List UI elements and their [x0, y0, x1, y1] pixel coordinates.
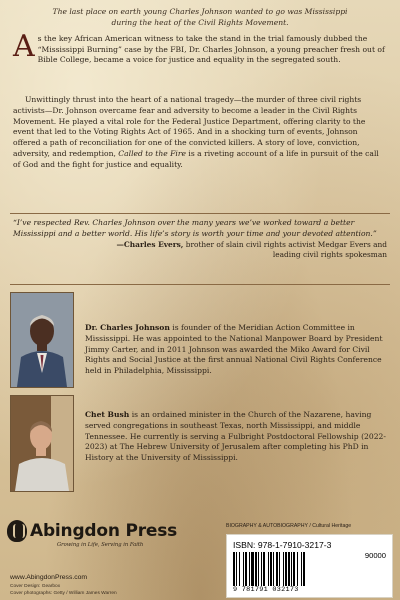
tagline: The last place on earth young Charles Johnson wanted to go was Mississippi during the heat of the Civil Rights Movement.	[52, 7, 348, 27]
publisher-name: Abingdon Press	[30, 521, 178, 541]
divider-bottom	[10, 284, 390, 285]
barcode-bar	[293, 552, 295, 586]
barcode-bar	[297, 552, 298, 586]
barcode-bar	[268, 552, 269, 586]
barcode-bar	[279, 552, 280, 586]
barcode-bar	[245, 552, 247, 586]
intro-paragraph	[13, 29, 387, 66]
barcode-bar	[239, 552, 240, 586]
isbn-digits: 9 781791 032173	[233, 586, 299, 594]
author-bio-chet-bush	[85, 410, 387, 464]
summary-paragraph	[13, 95, 387, 171]
barcode-bar	[243, 552, 244, 586]
barcode-bar	[283, 552, 284, 586]
cover-design-credit: Cover Design: Gearbox	[10, 584, 61, 589]
barcode-bar	[236, 552, 237, 586]
barcode-bar	[303, 552, 305, 586]
barcode-bar	[261, 552, 262, 586]
cover-photo-credit: Cover photographs: Getty / William James Warren	[10, 591, 117, 596]
barcode-bar	[288, 552, 290, 586]
publisher-website: www.AbingdonPress.com	[10, 574, 88, 581]
author-bio-text: is an ordained minister in the Church of the Nazarene, having served congregations in southeast Texas, north Mississippi, and middle Tennessee. He currently is serving a Fulbright Postdoctoral Fellowship (2022-2023) at The Hebrew University of Jerusalem after completing his PhD in History at the University of Mississippi.	[85, 410, 386, 463]
author-photo-chet-bush	[10, 395, 74, 492]
summary-text-start: Unwittingly thrust into the heart of a national tragedy—the murder of three civil rights activists—Dr. Johnson overcame fear and adversity to become a leader in the Civil Rights Movement. He played a vital role for the Federal Justice Department, offering clarity to the event that led to the Voting Rights Act of 1965. And in a shocking turn of events, Johnson offered a path of reconciliation for one of the convicted killers. A story of love, conviction, adversity, and redemption,	[13, 95, 366, 158]
barcode-bar	[285, 552, 287, 586]
barcode-bar	[258, 552, 259, 586]
barcode-bar	[249, 552, 250, 586]
endorsement-attribution	[87, 240, 387, 260]
isbn-label: ISBN: 978-1-7910-3217-3	[233, 540, 332, 550]
endorser-name: —Charles Evers,	[116, 240, 184, 249]
barcode-bar	[273, 552, 274, 586]
publisher-logo	[7, 520, 177, 570]
drop-cap: A	[13, 29, 35, 64]
book-category: BIOGRAPHY & AUTOBIOGRAPHY / Cultural Heritage	[226, 523, 352, 529]
barcode-bar	[251, 552, 254, 586]
barcode-bar	[276, 552, 278, 586]
endorsement-quote: “I’ve respected Rev. Charles Johnson over the many years we’ve worked toward a better Mississippi and a better world. His life’s story is worth your time and your devoted attention.”	[13, 218, 377, 238]
barcode-bar	[263, 552, 265, 586]
barcode-bar	[233, 552, 235, 586]
publisher-slogan: Growing in Life, Serving in Faith	[57, 542, 144, 548]
author-name: Chet Bush	[85, 410, 130, 419]
barcode-bar	[270, 552, 272, 586]
intro-text: s the key African American witness to take the stand in the trial famously dubbed the “Mississippi Burning” case by the FBI, Dr. Charles Johnson, a young preacher fresh out of Bible College, became a voice for justice and equality in the segregated south.	[37, 34, 385, 65]
book-title-inline: Called to the Fire	[118, 148, 186, 158]
price-code: 90000	[364, 551, 386, 560]
abingdon-logo-icon	[7, 520, 27, 542]
endorser-role: brother of slain civil rights activist Medgar Evers and leading civil rights spokesman	[185, 240, 387, 259]
author-bio-text: is founder of the Meridian Action Committee in Mississippi. He was appointed to the National Manpower Board by President Jimmy Carter, and in 2011 Johnson was awarded the Miko Award for Civil Rights and Social Justice at the first annual National Civil Rights Conference held in Philadelphia, Mississippi.	[85, 323, 383, 376]
author-bio-charles-johnson	[85, 323, 387, 377]
author-photo-charles-johnson	[10, 292, 74, 388]
summary-text-end: is a riveting account of a life in pursuit of the call of God and the fight for justice and equality.	[13, 148, 379, 169]
isbn-barcode-block	[226, 534, 393, 598]
barcode-bar	[255, 552, 257, 586]
barcode	[233, 552, 341, 586]
author-name: Dr. Charles Johnson	[85, 323, 170, 332]
divider-top	[10, 213, 390, 214]
barcode-bar	[301, 552, 302, 586]
barcode-bar	[291, 552, 292, 586]
